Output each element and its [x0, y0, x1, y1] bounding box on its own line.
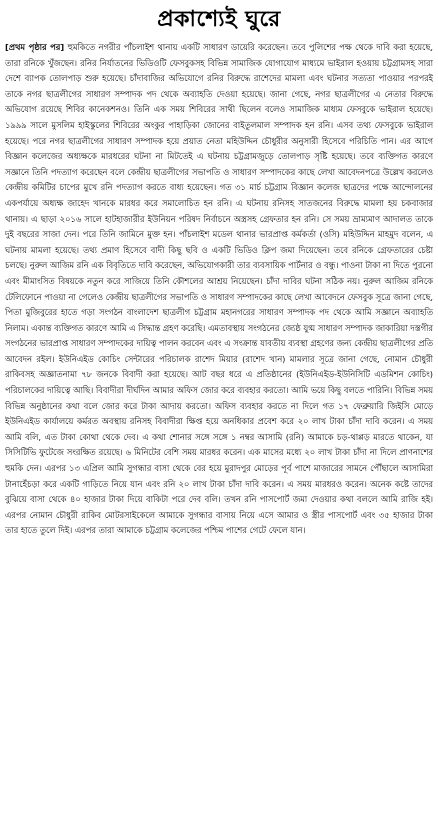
article-body	[5, 40, 433, 836]
continued-from-front-page-label: [প্রথম পৃষ্ঠার পর]	[5, 42, 65, 52]
headline: প্রকাশ্যেই ঘুরে	[157, 6, 281, 32]
article-text: হুমকিতে নগরীর পাঁচলাইশ থানায় একটি সাধারণ ডায়েরি করেছেন। তবে পুলিশের পক্ষ থেকে দাবি করা হয়েছে, তারা রনিকে খুঁজছেন। রনির নির্যাতনের ভিডিওটি ফেসবুকসহ বিভিন্ন সামাজিক যোগাযোগ মাধ্যমে ভাইরাল হওয়ায় চট্টগ্রামসহ সারা দেশে ব্যাপক তোলপাড় শুরু হয়েছে। চাঁদাবাজির অভিযোগে রনির বিরুদ্ধে রাশেদের মামলা এবং ঘটনার সত্যতা পাওয়ার পরপরই তাকে নগর ছাত্রলীগের সাধারণ সম্পাদক পদ থেকে অব্যাহতি দেওয়া হয়েছে। জানা গেছে, নগর ছাত্রলীগের এ নেতার বিরুদ্ধে অভিযোগ রয়েছে শিবির কানেকশনও। তিনি এক সময় শিবিরের সাথী ছিলেন বলেও সামাজিক মাধ্যম ফেসবুকে ভাইরাল হয়েছে। ১৯৯৯ সালে মুসলিম হাইস্কুলের শিবিরের অংকুর পাহাড়িকা জোনের বাইতুলমাল সম্পাদক হন রনি। এসব তথ্য ফেসবুকে ভাইরাল হয়েছে। পরে নগর ছাত্রলীগের সাধারণ সম্পাদক হয়ে প্রয়াত নেতা মহিউদ্দিন চৌধুরীর অনুসারী হিসেবে পরিচিতি পান। এর আগে বিজ্ঞান কলেজের অধ্যক্ষকে মারধরের ঘটনা না মিটতেই এ ঘটনায় চট্টগ্রামজুড়ে তোলপাড় সৃষ্টি হয়েছে। তবে ব্যক্তিগত কারণে সজ্ঞানে তিনি পদত্যাগ করেছেন বলে কেন্দ্রীয় ছাত্রলীগের সভাপতি ও সাধারণ সম্পাদকের কাছে লেখা আবেদনপত্রে উল্লেখ করলেও কেন্দ্রীয় কমিটির চাপের মুখে রনি পদত্যাগ করতে বাধ্য হয়েছেন। গত ৩১ মার্চ চট্টগ্রাম বিজ্ঞান কলেজ ছাত্রদের পক্ষে আন্দোলনের একপর্যায়ে অধ্যক্ষ জাহেদ খানকে মারধর করে সমালোচিত হন রনি। এ ঘটনায় রনিসহ সাতজনের বিরুদ্ধে মামলা হয় চকবাজার থানায়। এ ছাড়া ২০১৬ সালে হাটহাজারীর ইউনিয়ন পরিষদ নির্বাচনে অস্ত্রসহ গ্রেফতার হন রনি। সে সময় ভ্রাম্যমাণ আদালত তাকে দুই বছরের সাজা দেন। পরে তিনি জামিনে মুক্ত হন। পাঁচলাইশ মডেল থানার ভারপ্রাপ্ত কর্মকর্তা (ওসি) মহিউদ্দিন মাহমুদ বলেন, এ ঘটনায় মামলা হয়েছে। তথ্য প্রমাণ হিসেবে বাদী কিছু ছবি ও একটি ভিডিও ক্লিপ জমা দিয়েছেন। তবে রনিকে গ্রেফতারের চেষ্টা চলছে। নুরুল আজিম রনি এক বিবৃতিতে দাবি করেছেন, অভিযোগকারী তার ব্যবসায়িক পার্টনার ও বন্ধু। পাওনা টাকা না দিতে পুরনো এবং মীমাংসিত বিষয়কে নতুন করে সাজিয়ে তিনি কৌশলের আশ্রয় নিয়েছেন। চাঁদা দাবির ঘটনা সঠিক নয়। নুরুল আজিম রনিকে টেলিফোনে পাওয়া না গেলেও কেন্দ্রীয় ছাত্রলীগের সভাপতি ও সাধারণ সম্পাদকের কাছে লেখা আবেদনে ফেসবুক সূত্রে জানা গেছে, পিতা মুজিবুরের হাতে গড়া সংগঠন বাংলাদেশ ছাত্রলীগ চট্টগ্রাম মহানগরের সাধারণ সম্পাদক পদ থেকে আমি সজ্ঞানে অব্যাহতি নিলাম। একান্ত ব্যক্তিগত কারণে আমি এ সিদ্ধান্ত গ্রহণ করেছি। এমতাবস্থায় সংগঠনের জ্যেষ্ঠ যুগ্ম সাধারণ সম্পাদক জাকারিয়া দস্তগীর সংগঠনের ভারপ্রাপ্ত সাধারণ সম্পাদকের দায়িত্ব পালন করবেন এবং এ সংক্রান্ত যাবতীয় ব্যবস্থা গ্রহণের জন্য কেন্দ্রীয় ছাত্রলীগের প্রতি আবেদন রইল। ইউনিএইড কোচিং সেন্টারের পরিচালক রাশেদ মিয়ার (রাশেদ খান) মামলার সূত্রে জানা গেছে, নোমান চৌধুরী রাকিবসহ অজ্ঞাতনামা ৭৮ জনকে বিবাদী করা হয়েছে। আট বছর ধরে এ প্রতিষ্ঠানের (ইউনিএইড-ইউনিসিটি এডমিশন কোচিং) পরিচালকের দায়িত্বে আছি। বিবাদীরা দীর্ঘদিন আমার অফিস জোর করে ব্যবহার করতো। আমি ভয়ে কিছু বলতে পারিনি। বিভিন্ন সময় বিভিন্ন অনুষ্ঠানের কথা বলে জোর করে টাকা আদায় করতো। অফিস ব্যবহার করতে না দিলে গত ১৭ ফেব্রুয়ারি জিইসি মোড়ে ইউনিএইড কার্যালয়ে কর্মরত অবস্থায় রনিসহ বিবাদীরা ক্ষিপ্ত হয়ে অনধিকার প্রবেশ করে ২০ লাখ টাকা চাঁদা দাবি করেন। এ সময় আমি বলি, এত টাকা কোথা থেকে দেব। এ কথা শোনার সঙ্গে সঙ্গে ১ নম্বর আসামি (রনি) আমাকে চড়-থাপ্পড় মারতে থাকেন, যা সিসিটিভি ফুটেজে সংরক্ষিত রয়েছে। ৬ মিনিটের বেশি সময় মারধর করেন। এক মাসের মধ্যে ২০ লাখ টাকা চাঁদা না দিলে প্রাণনাশের হুমকি দেন। এরপর ১৩ এপ্রিল আমি সুগন্ধার বাসা থেকে বের হয়ে মুরাদপুর মোড়ের পূর্ব পাশে মাজারের সামনে পৌঁছালে আসামিরা টানাহেঁচড়া করে একটি গাড়িতে নিয়ে যান এবং রনি ২০ লাখ টাকা চাঁদা দাবি করেন। এ সময় মারধরও করেন। অনেক কষ্টে তাদের বুঝিয়ে বাসা থেকে ৪০ হাজার টাকা দিয়ে বাকিটা পরে দেব বলি। তখন রনি পাসপোর্ট জমা দেওয়ার কথা বললে আমি রাজি হই। এরপর নোমান চৌধুরী রাকিব মোটরসাইকেলে আমাকে সুগন্ধার বাসায় নিয়ে এসে আমার ও স্ত্রীর পাসপোর্ট এবং ৩৫ হাজার টাকা তার হাতে তুলে দিই। এরপর তারা আমাকে চট্টগ্রাম কলেজের পশ্চিম পাশের গেটে ফেলে যান।	[5, 42, 433, 536]
